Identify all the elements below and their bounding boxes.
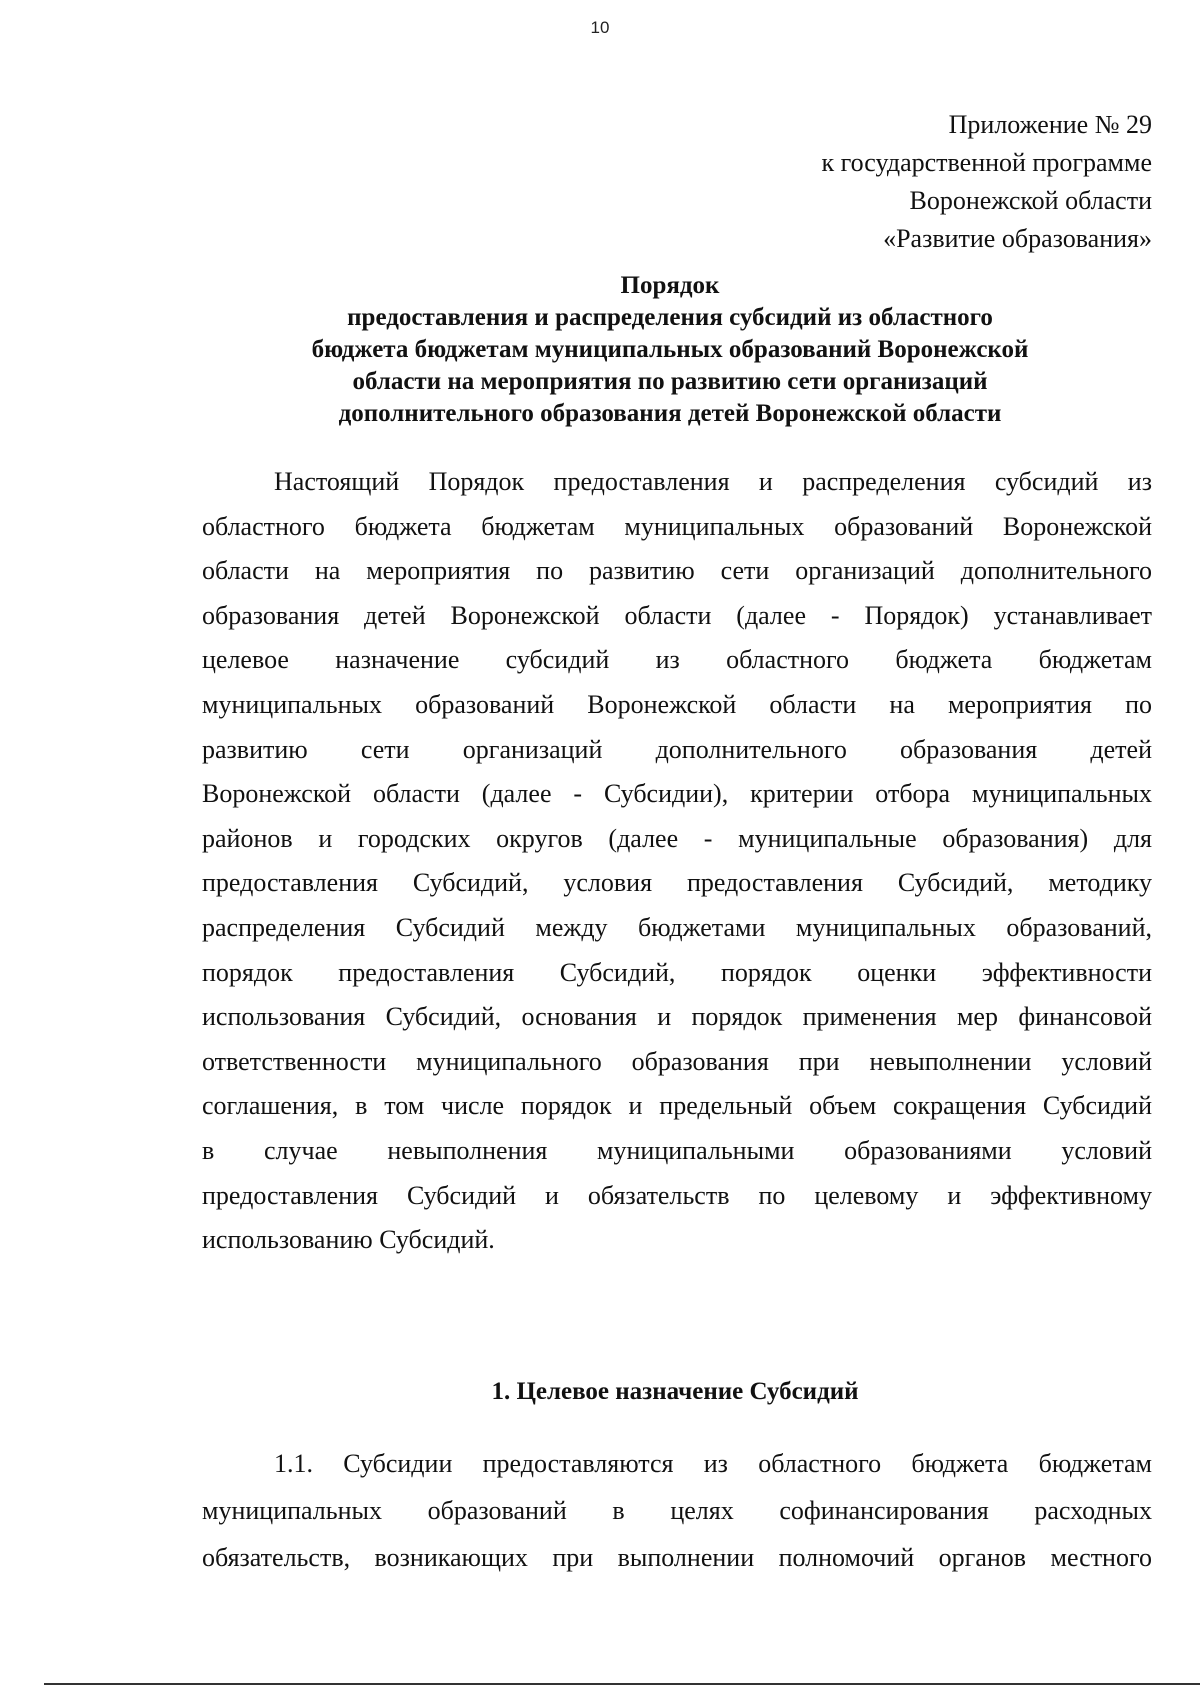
paragraph-line: Воронежской области (далее - Субсидии), критерии отбора муниципальных	[202, 779, 1152, 809]
paragraph-line: 1.1. Субсидии предоставляются из областного бюджета бюджетам	[274, 1449, 1152, 1478]
bottom-divider	[44, 1683, 1200, 1685]
section-heading: 1. Целевое назначение Субсидий	[491, 1378, 859, 1405]
paragraph-line: муниципальных образований Воронежской области на мероприятия по	[202, 689, 1152, 719]
paragraph-line: использованию Субсидий.	[202, 1225, 495, 1255]
intro-paragraph	[202, 460, 1152, 1263]
paragraph-line: использования Субсидий, основания и порядок применения мер финансовой	[202, 1002, 1152, 1032]
paragraph-line: образования детей Воронежской области (далее - Порядок) устанавливает	[202, 600, 1152, 630]
paragraph-line: предоставления Субсидий и обязательств по целевому и эффективному	[202, 1180, 1152, 1210]
paragraph-line: соглашения, в том числе порядок и предельный объем сокращения Субсидий	[202, 1091, 1152, 1121]
title-line: дополнительного образования детей Воронежской области	[338, 400, 1002, 427]
title-line: области на мероприятия по развитию сети организаций	[352, 368, 988, 395]
appendix-reference	[592, 106, 1152, 258]
paragraph-line: порядок предоставления Субсидий, порядок оценки эффективности	[202, 957, 1152, 987]
paragraph-line: области на мероприятия по развитию сети организаций дополнительного	[202, 556, 1152, 586]
title-line: предоставления и распределения субсидий из областного	[347, 304, 993, 331]
paragraph-line: целевое назначение субсидий из областного бюджета бюджетам	[202, 645, 1152, 675]
appendix-line: к государственной программе	[821, 148, 1152, 177]
page-number: 10	[590, 18, 610, 37]
paragraph-line: областного бюджета бюджетам муниципальных образований Воронежской	[202, 511, 1152, 541]
paragraph-line: предоставления Субсидий, условия предоставления Субсидий, методику	[202, 868, 1152, 898]
appendix-line: Приложение № 29	[948, 110, 1152, 139]
appendix-line: «Развитие образования»	[883, 224, 1152, 253]
paragraph-line: в случае невыполнения муниципальными образованиями условий	[202, 1135, 1152, 1165]
document-title	[200, 270, 1140, 430]
paragraph-line: районов и городских округов (далее - муниципальные образования) для	[202, 823, 1152, 853]
paragraph-line: муниципальных образований в целях софинансирования расходных	[202, 1496, 1152, 1525]
paragraph-line: развитию сети организаций дополнительного образования детей	[202, 734, 1152, 764]
appendix-line: Воронежской области	[909, 186, 1152, 215]
section-paragraph	[202, 1440, 1152, 1581]
paragraph-line: ответственности муниципального образования при невыполнении условий	[202, 1046, 1152, 1076]
paragraph-line: обязательств, возникающих при выполнении полномочий органов местного	[202, 1543, 1152, 1572]
title-line: Порядок	[620, 272, 720, 299]
title-line: бюджета бюджетам муниципальных образований Воронежской	[311, 336, 1029, 363]
paragraph-line: Настоящий Порядок предоставления и распределения субсидий из	[274, 467, 1152, 496]
paragraph-line: распределения Субсидий между бюджетами муниципальных образований,	[202, 912, 1152, 942]
